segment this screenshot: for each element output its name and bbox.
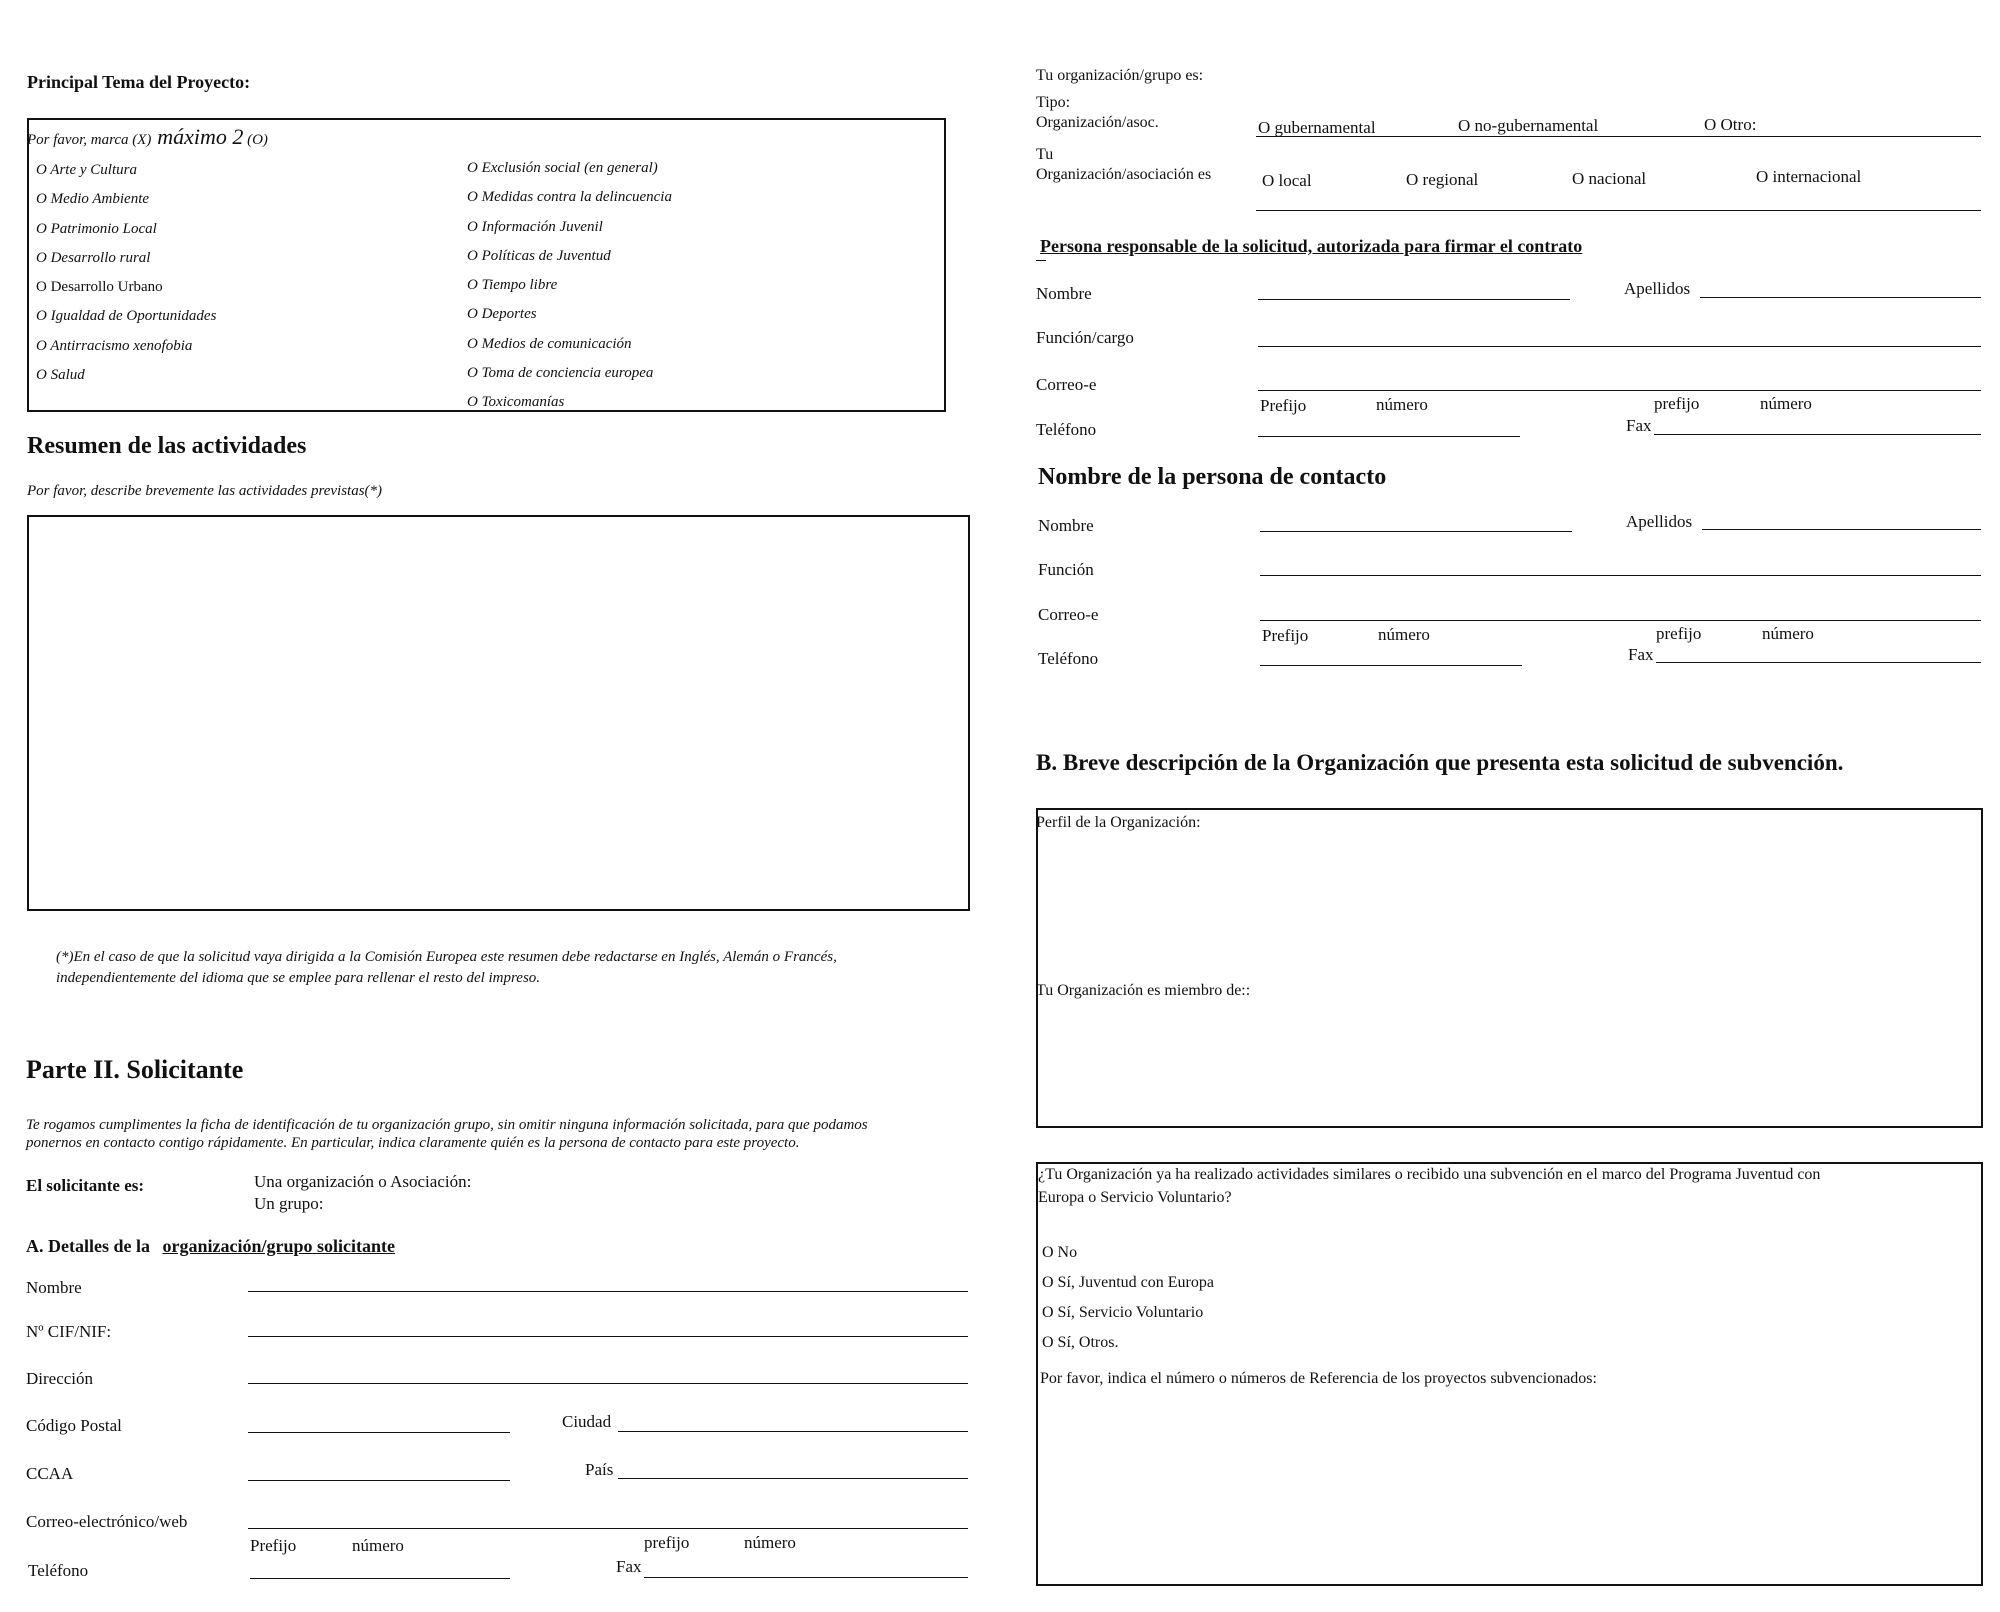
tema-option[interactable]: O Salud	[36, 367, 85, 384]
option-local[interactable]: O local	[1262, 171, 1312, 190]
contacto-apellidos-label: Apellidos	[1626, 512, 1693, 531]
tema-instr-max: máximo 2	[157, 124, 244, 149]
nombre-field[interactable]	[248, 1291, 968, 1292]
contacto-fax-field[interactable]	[1656, 662, 1981, 663]
previo-question-2: Europa o Servicio Voluntario?	[1038, 1189, 1232, 1206]
resp-apellidos-label: Apellidos	[1624, 279, 1691, 298]
resumen-textarea[interactable]	[27, 515, 970, 911]
codigo-postal-label: Código Postal	[26, 1416, 122, 1435]
contacto-funcion-field[interactable]	[1260, 575, 1981, 576]
contacto-prefijo-fax-label: prefijo	[1656, 624, 1702, 643]
previo-option[interactable]: O Sí, Otros.	[1042, 1334, 1119, 1351]
resp-apellidos-field[interactable]	[1700, 297, 1981, 298]
contacto-apellidos-field[interactable]	[1702, 529, 1981, 530]
contacto-numero-label: número	[1378, 625, 1430, 644]
ccaa-label: CCAA	[26, 1464, 74, 1483]
cif-label: Nº CIF/NIF:	[26, 1322, 112, 1341]
tipo-label-2: Organización/asoc.	[1036, 114, 1159, 131]
solicitante-label: El solicitante es:	[26, 1176, 145, 1195]
resp-correo-field[interactable]	[1258, 390, 1981, 391]
previo-question-1: ¿Tu Organización ya ha realizado actividades similares o recibido una subvención en el marco del Programa Juventud con	[1038, 1166, 1821, 1183]
tema-option[interactable]: O Tiempo libre	[467, 277, 558, 294]
tema-instructions	[27, 124, 268, 150]
tema-option[interactable]: O Toxicomanías	[467, 394, 565, 411]
resp-nombre-label: Nombre	[1036, 284, 1092, 303]
contacto-title: Nombre de la persona de contacto	[1038, 464, 1387, 490]
tu-label: Tu	[1036, 146, 1054, 163]
ciudad-field[interactable]	[618, 1431, 968, 1432]
previo-option[interactable]: O No	[1042, 1244, 1078, 1261]
tema-col1	[36, 156, 216, 390]
solicitante-option-org[interactable]: Una organización o Asociación:	[254, 1172, 472, 1191]
tema-col2	[467, 154, 672, 418]
tema-option[interactable]: O Deportes	[467, 306, 537, 323]
responsable-underline-lead	[1036, 260, 1046, 261]
correo-web-label: Correo-electrónico/web	[26, 1512, 188, 1531]
perfil-label: Perfil de la Organización:	[1036, 814, 1201, 831]
tema-option[interactable]: O Desarrollo rural	[36, 249, 151, 266]
option-nacional[interactable]: O nacional	[1572, 169, 1647, 188]
resumen-title: Resumen de las actividades	[27, 433, 307, 459]
resp-fax-field[interactable]	[1654, 434, 1981, 435]
correo-web-field[interactable]	[248, 1528, 968, 1529]
contacto-numero-fax-label: número	[1762, 624, 1814, 643]
contacto-telefono-label: Teléfono	[1038, 649, 1099, 668]
numero-fax-label: número	[744, 1533, 796, 1552]
tema-option[interactable]: O Desarrollo Urbano	[36, 279, 163, 296]
contacto-telefono-field[interactable]	[1260, 665, 1522, 666]
prefijo-label: Prefijo	[250, 1536, 297, 1555]
ccaa-field[interactable]	[248, 1480, 510, 1481]
contacto-funcion-label: Función	[1038, 560, 1094, 579]
fax-field[interactable]	[644, 1577, 968, 1578]
tema-option[interactable]: O Antirracismo xenofobia	[36, 337, 193, 354]
ambito-line	[1256, 210, 1981, 211]
option-internacional[interactable]: O internacional	[1756, 167, 1862, 186]
resp-telefono-label: Teléfono	[1036, 420, 1097, 439]
resumen-instructions: Por favor, describe brevemente las actividades previstas(*)	[27, 483, 383, 499]
detalles-title	[26, 1236, 395, 1257]
resp-funcion-field[interactable]	[1258, 346, 1981, 347]
pais-label: País	[585, 1460, 614, 1479]
telefono-field[interactable]	[250, 1578, 510, 1579]
pais-field[interactable]	[618, 1478, 968, 1479]
tema-option[interactable]: O Medio Ambiente	[36, 191, 150, 208]
contacto-prefijo-label: Prefijo	[1262, 626, 1309, 645]
resp-numero-label: número	[1376, 395, 1428, 414]
org-type-title: Tu organización/grupo es:	[1036, 67, 1204, 84]
tema-option[interactable]: O Medidas contra la delincuencia	[467, 189, 672, 206]
tipo-label: Tipo:	[1036, 94, 1071, 111]
previo-option[interactable]: O Sí, Servicio Voluntario	[1042, 1304, 1204, 1321]
tema-instr-post: (O)	[247, 132, 268, 148]
option-no-gubernamental[interactable]: O no-gubernamental	[1458, 116, 1599, 135]
direccion-label: Dirección	[26, 1369, 94, 1388]
telefono-label: Teléfono	[28, 1561, 89, 1580]
responsable-title: Persona responsable de la solicitud, autorizada para firmar el contrato	[1040, 236, 1583, 256]
contacto-correo-label: Correo-e	[1038, 605, 1099, 624]
cif-field[interactable]	[248, 1336, 968, 1337]
tema-option[interactable]: O Políticas de Juventud	[467, 247, 611, 264]
tema-title: Principal Tema del Proyecto:	[27, 72, 251, 92]
codigo-postal-field[interactable]	[248, 1432, 510, 1433]
resp-prefijo-label: Prefijo	[1260, 396, 1307, 415]
seccion-b-title: B. Breve descripción de la Organización que presenta esta solicitud de subvención.	[1036, 750, 1844, 775]
tema-option[interactable]: O Arte y Cultura	[36, 162, 137, 178]
solicitante-option-grupo[interactable]: Un grupo:	[254, 1194, 324, 1213]
fax-label: Fax	[616, 1557, 642, 1576]
contacto-correo-field[interactable]	[1260, 620, 1981, 621]
resp-telefono-field[interactable]	[1258, 436, 1520, 437]
tema-option[interactable]: O Toma de conciencia europea	[467, 365, 654, 382]
resp-numero-fax-label: número	[1760, 394, 1812, 413]
resp-fax-label: Fax	[1626, 416, 1652, 435]
miembro-label: Tu Organización es miembro de::	[1036, 982, 1251, 999]
resp-correo-label: Correo-e	[1036, 375, 1097, 394]
previo-options	[1042, 1238, 1214, 1358]
tema-option[interactable]: O Medios de comunicación	[467, 335, 632, 352]
ciudad-label: Ciudad	[562, 1412, 612, 1431]
direccion-field[interactable]	[248, 1383, 968, 1384]
option-regional[interactable]: O regional	[1406, 170, 1479, 189]
prefijo-fax-label: prefijo	[644, 1533, 690, 1552]
ambito-label: Organización/asociación es	[1036, 166, 1212, 183]
resp-prefijo-fax-label: prefijo	[1654, 394, 1700, 413]
option-gubernamental[interactable]: O gubernamental	[1258, 118, 1376, 137]
tema-option[interactable]: O Información Juvenil	[467, 218, 603, 235]
parte2-title: Parte II. Solicitante	[26, 1055, 244, 1084]
parte2-intro-1: Te rogamos cumplimentes la ficha de identificación de tu organización grupo, sin omitir ninguna información solicitada, para que podamos	[26, 1117, 868, 1133]
perfil-box[interactable]	[1036, 808, 1983, 1128]
contacto-nombre-field[interactable]	[1260, 531, 1572, 532]
nombre-label: Nombre	[26, 1278, 82, 1297]
resumen-note-1: (*)En el caso de que la solicitud vaya dirigida a la Comisión Europea este resumen debe redactarse en Inglés, Alemán o Francés,	[56, 949, 837, 965]
previo-option[interactable]: O Sí, Juventud con Europa	[1042, 1274, 1214, 1291]
tema-option[interactable]: O Patrimonio Local	[36, 220, 157, 237]
contacto-fax-label: Fax	[1628, 645, 1654, 664]
tema-instr-pre: Por favor, marca (X)	[27, 132, 152, 148]
resp-nombre-field[interactable]	[1258, 299, 1570, 300]
option-otro[interactable]: O Otro:	[1704, 115, 1757, 134]
tipo-line	[1256, 136, 1981, 137]
detalles-title-link: organización/grupo solicitante	[162, 1236, 395, 1256]
resumen-note-2: independientemente del idioma que se emplee para rellenar el resto del impreso.	[56, 970, 541, 986]
tema-option[interactable]: O Igualdad de Oportunidades	[36, 308, 217, 325]
tema-option[interactable]: O Exclusión social (en general)	[467, 160, 658, 176]
detalles-title-pre: A. Detalles de la	[26, 1236, 150, 1256]
numero-label: número	[352, 1536, 404, 1555]
referencia-label: Por favor, indica el número o números de Referencia de los proyectos subvencionados:	[1040, 1370, 1597, 1387]
resp-funcion-label: Función/cargo	[1036, 328, 1134, 347]
parte2-intro-2: ponernos en contacto contigo rápidamente. En particular, indica claramente quién es la persona de contacto para este proyecto.	[26, 1135, 800, 1151]
contacto-nombre-label: Nombre	[1038, 516, 1094, 535]
